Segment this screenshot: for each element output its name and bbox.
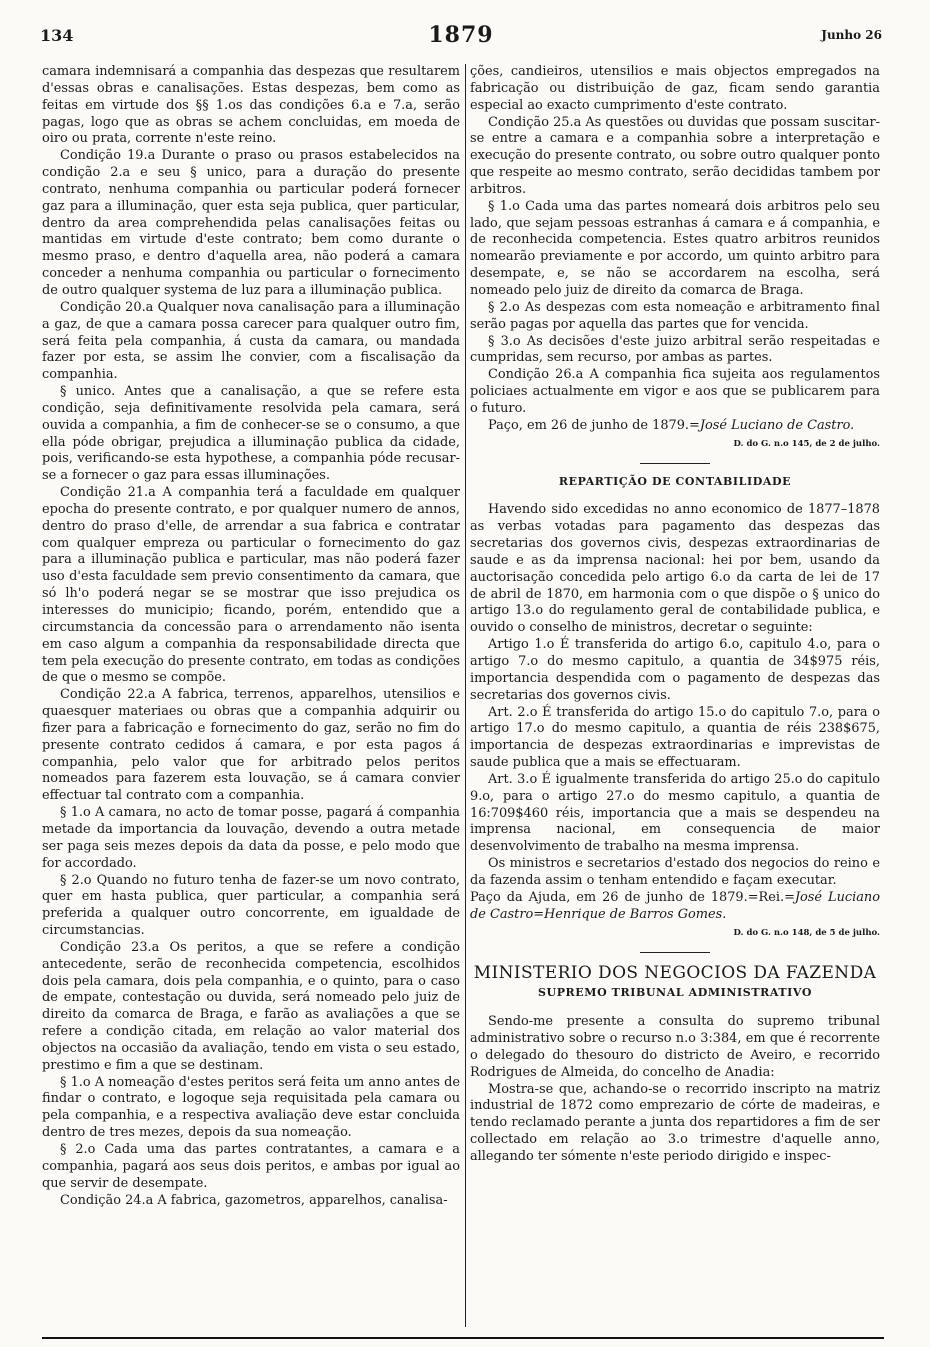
column-divider <box>465 64 466 1327</box>
paragraph: ções, candieiros, utensilios e mais objectos empregados na fabricação ou distribuição de gaz, ficam sendo garantia especial ao exacto cumprimento d'este contrato. <box>470 64 880 113</box>
paragraph: § 2.o Quando no futuro tenha de fazer-se um novo contrato, quer em hasta publica, quer particular, a companhia será preferida a qualquer outro concorrente, em igualdade de circumstancias. <box>42 872 460 939</box>
signature-line <box>470 890 880 924</box>
paragraph: Condição 25.a As questões ou duvidas que possam suscitar-se entre a camara e a companhia sobre a interpretação e execução do presente contrato, ou sobre outro qualquer ponto que respeite ao mesmo contrato, serão decididas tambem por arbitros. <box>470 114 880 197</box>
left-column <box>42 64 460 1333</box>
page-number: 134 <box>40 26 74 45</box>
paragraph: Havendo sido excedidas no anno economico de 1877–1878 as verbas votadas para pagamento das despezas das secretarias dos governos civis, despezas extraordinarias de saude e as da imprensa nacional: hei por bem, usando da auctorisação concedida pelo artigo 6.o da carta de lei de 17 de abril de 1870, em harmonia com o que dispõe o § unico do artigo 13.o do regulamento geral de contabilidade publica, e ouvido o conselho de ministros, decretar o seguinte: <box>470 502 880 636</box>
signature-names: José Luciano de Castro=Henrique de Barros Gomes. <box>470 889 880 922</box>
paragraph: Art. 2.o É transferida do artigo 15.o do capitulo 7.o, para o artigo 17.o do mesmo capitulo, a quantia de réis 238$675, importancia de despezas extraordinarias e imprevistas de saude publica que a mais se effectuaram. <box>470 704 880 771</box>
signature-line <box>470 418 880 435</box>
citation: D. do G. n.o 148, de 5 de julho. <box>733 927 880 938</box>
paragraph: Condição 23.a Os peritos, a que se refere a condição antecedente, serão de reconhecida competencia, escolhidos dois pela camara, dois pela companhia, e o quinto, para o caso de empate, contestação ou duvida, será nomeado pelo juiz de direito da comarca de Braga, e farão as avaliações a que se refere a condição citada, em relação ao valor material dos objectos na occasião da avaliação, tendo em vista o seu estado, prestimo e fim a que se destinam. <box>42 939 460 1073</box>
paragraph: Mostra-se que, achando-se o recorrido inscripto na matriz industrial de 1872 como emprezario de córte de madeiras, e tendo reclamado perante a junta dos repartidores a fim de ser collectado em relação ao 3.o trimestre d'aquelle anno, allegando ter sómente n'este periodo dirigido e inspec- <box>470 1081 880 1164</box>
paragraph: Condição 22.a A fabrica, terrenos, apparelhos, utensilios e quaesquer materiaes ou obras que a companhia adquirir ou fizer para a fabricação e fornecimento do gaz, serão no fim do presente contrato cedidos á camara, e por esta pagos á companhia, pelo valor que for arbitrado pelos peritos nomeados para fazerem esta louvação, se á camara convier effectuar tal contrato com a companhia. <box>42 687 460 804</box>
paragraph: § 2.o Cada uma das partes contratantes, a camara e a companhia, pagará aos seus dois peritos, e ambas por igual ao que servir de desempate. <box>42 1142 460 1191</box>
paragraph: § 3.o As decisões d'este juizo arbitral serão respeitadas e cumpridas, sem recurso, por ambas as partes. <box>470 333 880 366</box>
paragraph: Condição 20.a Qualquer nova canalisação para a illuminação a gaz, de que a camara possa carecer para qualquer outro fim, será feita pela companhia, á custa da camara, ou mandada fazer por esta, se assim lhe convier, com a fiscalisação da companhia. <box>42 299 460 383</box>
separator <box>640 463 710 464</box>
citation: D. do G. n.o 145, de 2 de julho. <box>733 438 880 449</box>
ministry-title: MINISTERIO DOS NEGOCIOS DA FAZENDA <box>473 962 877 983</box>
ministry-subtitle: SUPREMO TRIBUNAL ADMINISTRATIVO <box>537 986 813 1000</box>
paragraph: Sendo-me presente a consulta do supremo tribunal administrativo sobre o recurso n.o 3:384, em que é recorrente o delegado do thesouro do districto de Aveiro, e recorrido Rodrigues de Almeida, do concelho de Anadia: <box>470 1014 880 1080</box>
bottom-rule <box>42 1337 884 1339</box>
paragraph: Os ministros e secretarios d'estado dos negocios do reino e da fazenda assim o tenham entendido e façam executar. <box>470 856 880 888</box>
paragraph: § unico. Antes que a canalisação, a que se refere esta condição, seja definitivamente resolvida pela camara, será ouvida a companhia, a fim de conhecer-se se o consumo, a que ella póde obrigar, prejudica a illuminação publica da cidade, pois, verificando-se esta hypothese, a companhia póde recusar-se a fornecer o gaz para essas illuminações. <box>42 384 460 484</box>
separator <box>640 952 710 953</box>
paragraph: Condição 24.a A fabrica, gazometros, apparelhos, canalisa- <box>60 1192 448 1208</box>
signature-text: Paço da Ajuda, em 26 de junho de 1879.=Rei.= <box>470 889 795 905</box>
paragraph: § 1.o Cada uma das partes nomeará dois arbitros pelo seu lado, que sejam pessoas estranhas á camara e á companhia, e de reconhecida competencia. Estes quatro arbitros reunidos nomearão previamente e por accordo, um quinto arbitro para desempate, e, se não se accordarem na escolha, será nomeado pelo juiz de direito da comarca de Braga. <box>470 198 880 298</box>
paragraph: Condição 21.a A companhia terá a faculdade em qualquer epocha do presente contrato, e por qualquer numero de annos, dentro do praso d'elle, de arrendar a sua fabrica e contratar com qualquer empreza ou particular o fornecimento do gaz para a illuminação publica e particular, mas não poderá fazer uso d'esta faculdade sem previo consentimento da camara, que só lh'o poderá negar se se mostrar que isso prejudica os interesses do municipio; ficando, porém, entendido que a circumstancia da concessão para o arrendamento não isenta em caso algum a companhia da responsabilidade directa que tem pela execução do presente contrato, em todas as condições de que o mesmo se compõe. <box>42 485 460 686</box>
paragraph: camara indemnisará a companhia das despezas que resultarem d'essas obras e canalisações. Estas despezas, bem como as feitas em virtude dos §§ 1.os das condições 6.a e 7.a, serão pagas, logo que as obras se achem concluidas, em moeda de oiro ou prata, corrente n'este reino. <box>42 64 460 147</box>
page-date: Junho 26 <box>821 28 882 42</box>
section-title: REPARTIÇÃO DE CONTABILIDADE <box>558 474 792 488</box>
paragraph: Condição 19.a Durante o praso ou prasos estabelecidos na condição 2.a e seu § unico, para a duração do presente contrato, nenhuma companhia ou particular poderá fornecer gaz para a illuminação, quer esta seja publica, quer particular, dentro da area comprehendida pelas canalisações feitas ou mantidas em virtude d'este contrato; bem como durante o mesmo praso, e dentro d'aquella area, não poderá a camara conceder a nenhuma companhia ou particular o fornecimento de outro qualquer systema de luz para a illuminação publica. <box>42 148 460 298</box>
paragraph: § 1.o A camara, no acto de tomar posse, pagará á companhia metade da importancia da louvação, devendo a outra metade ser paga seis mezes depois da data da posse, e pelo modo que for accordado. <box>42 805 460 871</box>
page-header <box>40 22 882 52</box>
paragraph: Art. 3.o É igualmente transferida do artigo 25.o do capitulo 9.o, para o artigo 27.o do mesmo capitulo, a quantia de 16:709$460 réis, importancia que a mais se despendeu na imprensa nacional, em consequencia de maior desenvolvimento de trabalho na mesma imprensa. <box>470 771 880 855</box>
signature-name: José Luciano de Castro. <box>699 417 855 433</box>
page-year: 1879 <box>428 22 494 48</box>
paragraph: Artigo 1.o É transferida do artigo 6.o, capitulo 4.o, para o artigo 7.o do mesmo capitulo, a quantia de 34$975 réis, importancia despendida com o pagamento de despezas das secretarias dos governos civis. <box>470 637 880 703</box>
paragraph: § 2.o As despezas com esta nomeação e arbitramento final serão pagas por aquella das partes que for vencida. <box>470 299 880 332</box>
paragraph: § 1.o A nomeação d'estes peritos será feita um anno antes de findar o contrato, e logoque seja requisitada pela camara ou pela companhia, e a respectiva avaliação deve estar concluida dentro de tres mezes, depois da sua nomeação. <box>42 1074 460 1141</box>
paragraph: Condição 26.a A companhia fica sujeita aos regulamentos policiaes actualmente em vigor e aos que se publicarem para o futuro. <box>470 367 880 416</box>
right-column <box>470 64 880 1333</box>
signature-text: Paço, em 26 de junho de 1879.= <box>488 417 700 433</box>
